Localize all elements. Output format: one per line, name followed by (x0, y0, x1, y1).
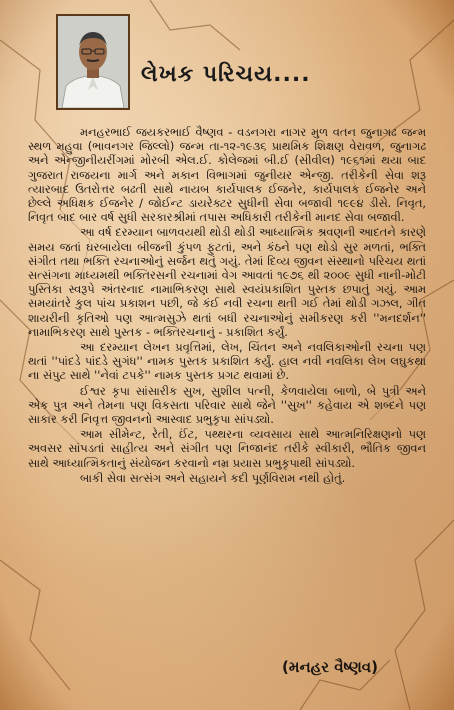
bio-paragraph: આ વર્ષ દરમ્યાન બાળવયથી થોડી થોડી આધ્યાત્મિક શ્રવણની આદતને કારણે સમય જતાં ઘરબાયેલા બીજની કુંપળ ફુટતાં, અને કંઠને પણ થોડો સુર મળતાં, ભક્તિ સંગીત તથા ભક્તિ રચનાઓનું સર્જન થતું ગયું. તેમાં દિવ્ય જીવન સંસ્થાનો પરિચય થતાં સત્સંગના માધ્યમથી ભક્તિરસની રચનામાં વેગ આવતાં ૧૯૭૬ થી ૨૦૦૯ સુધી નાની-મોટી પુસ્તિકા સ્વરૂપે અંતરનાદ નામાભિકરણ સાથે સ્વયંપ્રકાશિત પુસ્તક છપાતું ગયું. આમ સમયાંતરે કુલ પાંચ પ્રકાશન પછી, જે કંઈ નવી રચના થતી ગઈ તેમાં થોડી ગઝલ, ગીત શાયરીની કૃતિઓ પણ આત્મસુઝે થતાં બધી રચનાઓનું સમીકરણ કરી ''મનદર્શન'' નામાભિકરણ સાથે પુસ્તક - ભક્તિરચનાનું - પ્રકાશિત કર્યું. (28, 225, 426, 339)
bio-paragraph: બાકી સેવા સત્સંગ અને સહાયને કદી પૂર્ણવિરામ નથી હોતું. (80, 470, 346, 485)
author-portrait-icon (58, 16, 128, 108)
author-photo (56, 14, 130, 110)
author-signature: (મનહર વૈષ્ણવ) (282, 658, 378, 676)
author-bio (28, 125, 426, 486)
bio-paragraph: આમ સીમેન્ટ, રેતી, ઈંટ, પથ્થરના વ્યવસાય સાથે આત્મનિરિક્ષણનો પણ અવસર સાંપડતાં સાહીત્ય અને સંગીત પણ નિજાનંદ તરીકે સ્વીકારી, ભૌતિક જીવન સાથે આધ્યાત્મિકતાનું સંયોજન કરવાનો નમ્ર પ્રયાસ પ્રભુકૃપાથી સાંપડ્યો. (28, 427, 426, 470)
bio-paragraph: આ દરમ્યાન લેખન પ્રવૃત્તિમાં, લેખ, ચિંતન અને નવલિકાઓની રચના પણ થતાં ''પાંદડે પાંદડે સુગંધ'' નામક પુસ્તક પ્રકાશિત કર્યું. હાલ નવી નવલિકા લેખ લઘુકથા ના સંપુટ સાથે ''નેવાં ટપકે'' નામક પુસ્તક પ્રગટ થવામાં છે. (28, 340, 426, 383)
page-title: લેખક પરિચય.... (141, 62, 311, 87)
bio-paragraph: ઈશ્વર કૃપા સાંસારીક સુખ, સુશીલ પત્ની, કેળવાયેલા બાળો, બે પુત્રી અને એક પુત્ર અને તેમના પણ વિકસતા પરિવાર સાથે જેને ''સુખ'' કહેવાય એ શબ્દને પણ સાકાર કરી નિવૃત્ત જીવનનો આસ્વાદ પ્રભુકૃપા સાંપડ્યો. (28, 383, 426, 427)
bio-paragraph: મનહરભાઈ જયકરભાઈ વૈષ્ણવ - વડનગરા નાગર મુળ વતન જુનાગઢ જન્મ સ્થળ મહુવા (ભાવનગર જિલ્લો) જન્મ તા-૧૨-૧૯૩૬ પ્રાથમિક શિક્ષણ વેરાવળ, જુનાગઢ અને એન્જીનીયરીંગમાં મોરબી એલ.ઈ. કોલેજમાં બી.ઈ (સીવીલ) ૧૯૬૧માં થયા બાદ ગુજરાત રાજયના માર્ગ અને મકાન વિભાગમાં જુનીયર એન્જી. તરીકેની સેવા શરૂ ત્યારબાદ ઉતરોત્તર બઢતી સાથે નાયબ કાર્યપાલક ઈજનેર, કાર્યપાલક ઈજનેર અને છેલ્લે અધિક્ષક ઈજનેર / જોઈન્ટ ડાયરેક્ટર સુધીની સેવા બજાવી ૧૯૯૪ ડીસે. નિવૃત, નિવૃત બાદ બાર વર્ષ સુધી સરકારશ્રીમાં તપાસ અધિકારી તરીકેની માનદ સેવા બજાવી. (28, 125, 426, 225)
